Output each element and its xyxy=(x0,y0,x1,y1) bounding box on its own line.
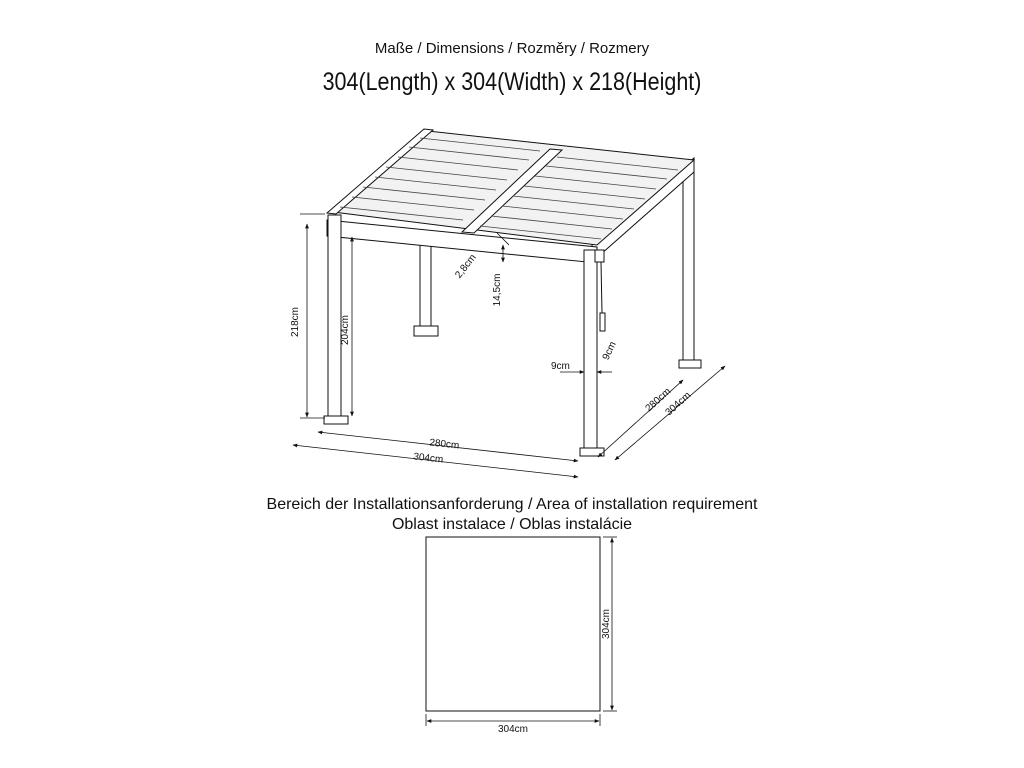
dim-outer-length: 304cm xyxy=(412,451,444,466)
post-back-right xyxy=(683,167,694,367)
installation-area-title: Bereich der Installationsanforderung / Area of installation requirement xyxy=(266,496,758,513)
dim-louver-thickness: 2,8cm xyxy=(453,252,479,281)
dim-total-height: 218cm xyxy=(290,306,301,338)
motor-box xyxy=(595,250,604,262)
post-front-left-foot xyxy=(324,416,348,424)
dim-post-height: 204cm xyxy=(340,314,351,346)
diagram-subtitle: Maße / Dimensions / Rozměry / Rozmery xyxy=(374,40,650,57)
diagram-title: 304(Length) x 304(Width) x 218(Height) xyxy=(322,68,702,96)
installation-area-square xyxy=(426,537,600,711)
dim-inner-length: 280cm xyxy=(428,437,460,452)
dim-inner-width: 280cm xyxy=(643,386,674,415)
post-back-left xyxy=(420,245,431,335)
dim-post-depth: 9cm xyxy=(600,340,619,362)
installation-area-subtitle: Oblast instalace / Oblas instalácie xyxy=(391,516,633,533)
dim-area-height: 304cm xyxy=(601,608,612,640)
dim-outer-width: 304cm xyxy=(663,390,694,419)
installation-area-drawing xyxy=(426,537,617,735)
dim-area-width: 304cm xyxy=(497,724,529,735)
crank-handle xyxy=(600,313,605,331)
post-front-right xyxy=(584,250,597,455)
dim-post-width: 9cm xyxy=(551,361,570,372)
dim-beam-height: 14,5cm xyxy=(492,273,503,307)
